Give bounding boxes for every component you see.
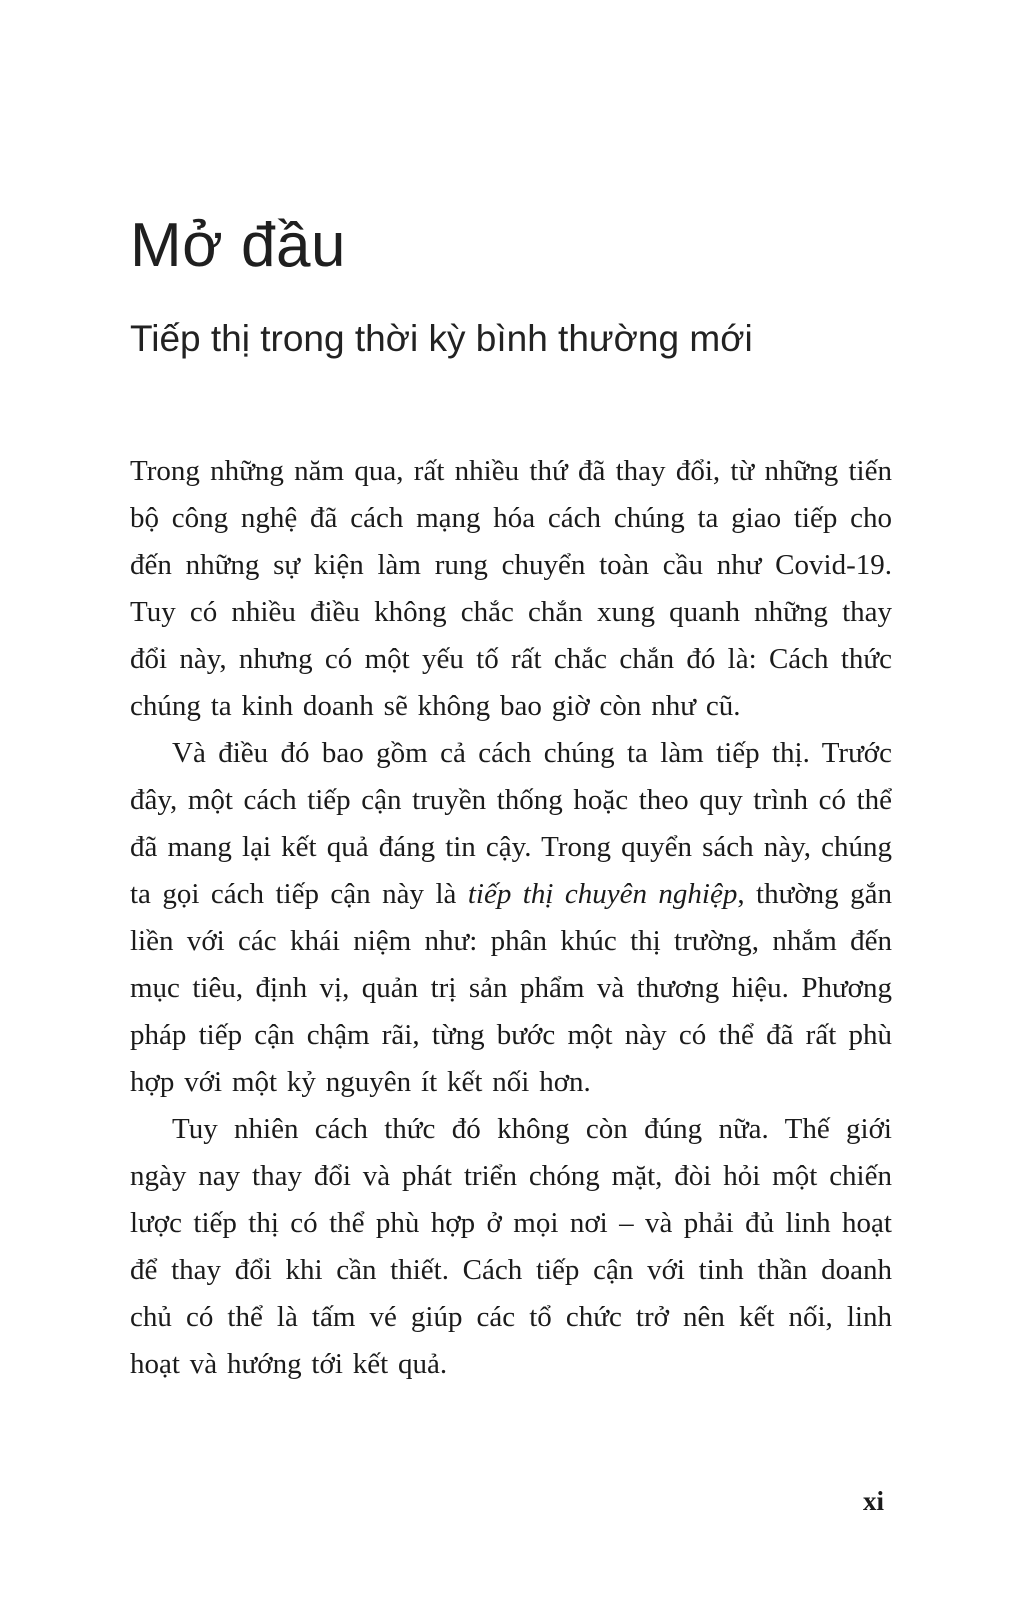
page-content (130, 0, 892, 1388)
paragraph-2-italic-term: tiếp thị chuyên nghiệp (467, 878, 738, 911)
paragraph-3 (130, 1106, 892, 1388)
paragraph-2-text-start: Và điều đó bao gồm cả cách chúng ta làm tiếp thị. Trước đây, một cách tiếp cận truyền thống hoặc theo quy trình có thể đã mang lại kết quả đáng tin cậy. Trong quyển sách này, chúng ta gọi cách tiếp cận này là (130, 737, 892, 911)
paragraph-2 (130, 730, 892, 1106)
body-text (130, 448, 892, 1388)
chapter-subtitle: Tiếp thị trong thời kỳ bình thường mới (130, 318, 753, 360)
paragraph-1 (130, 448, 892, 730)
page-number: xi (862, 1486, 884, 1516)
paragraph-1-text: Trong những năm qua, rất nhiều thứ đã thay đổi, từ những tiến bộ công nghệ đã cách mạng hóa cách chúng ta giao tiếp cho đến những sự kiện làm rung chuyển toàn cầu như Covid-19. Tuy có nhiều điều không chắc chắn xung quanh những thay đổi này, nhưng có một yếu tố rất chắc chắn đó là: Cách thức chúng ta kinh doanh sẽ không bao giờ còn như cũ. (130, 455, 892, 723)
paragraph-3-text: Tuy nhiên cách thức đó không còn đúng nữa. Thế giới ngày nay thay đổi và phát triển chóng mặt, đòi hỏi một chiến lược tiếp thị có thể phù hợp ở mọi nơi – và phải đủ linh hoạt để thay đổi khi cần thiết. Cách tiếp cận với tinh thần doanh chủ có thể là tấm vé giúp các tổ chức trở nên kết nối, linh hoạt và hướng tới kết quả. (130, 1113, 892, 1381)
chapter-title: Mở đầu (130, 211, 346, 280)
paragraph-2-text-end: , thường gắn liền với các khái niệm như: phân khúc thị trường, nhắm đến mục tiêu, định vị, quản trị sản phẩm và thương hiệu. Phương pháp tiếp cận chậm rãi, từng bước một này có thể đã rất phù hợp với một kỷ nguyên ít kết nối hơn. (130, 878, 892, 1099)
